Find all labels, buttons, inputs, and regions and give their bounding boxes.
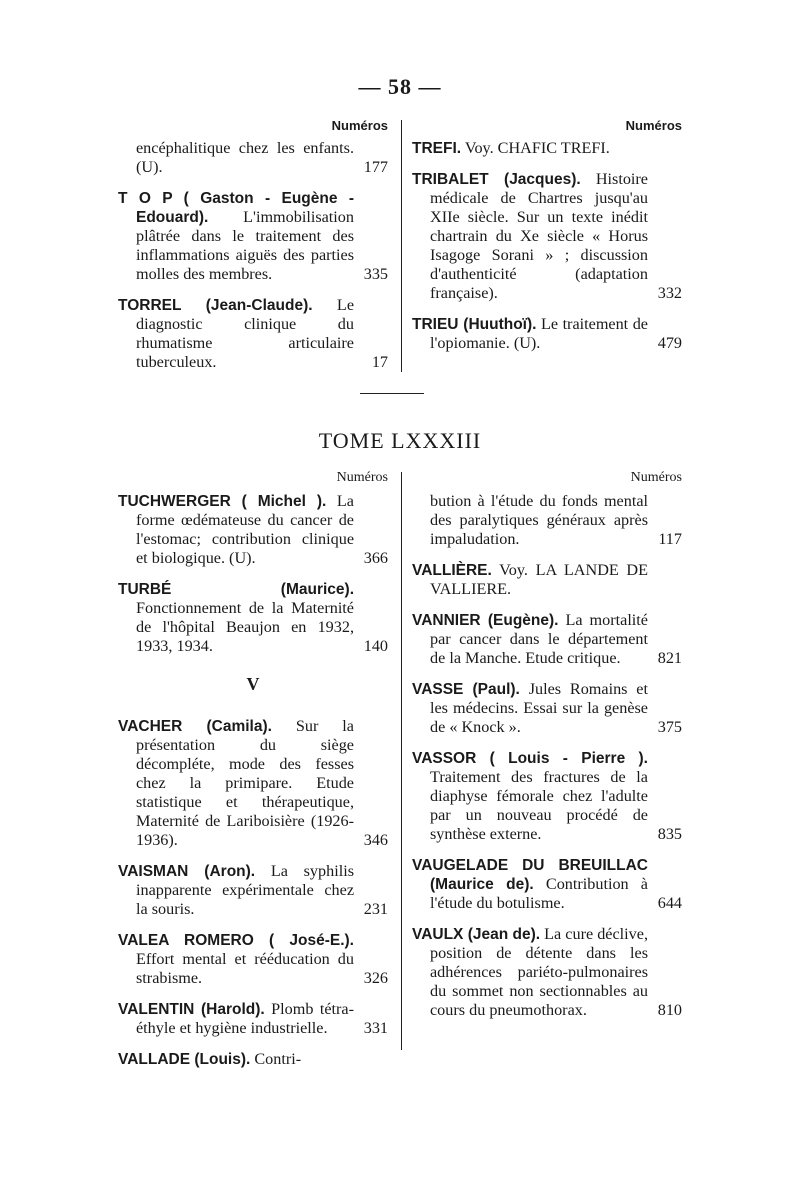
numeros-label: Numéros (331, 118, 388, 133)
top-column-divider (401, 120, 402, 372)
index-entry (412, 749, 682, 844)
entry-author: VALENTIN (Harold). (118, 1001, 265, 1018)
numeros-label: Numéros (625, 118, 682, 133)
index-entry (118, 862, 388, 919)
entry-number: 231 (363, 900, 388, 918)
entry-title: Voy. CHAFIC TREFI. (461, 139, 610, 157)
index-entry (118, 189, 388, 284)
entry-number: 644 (657, 894, 682, 912)
entry-author: TORREL (Jean-Claude). (118, 297, 313, 314)
entry-author: VACHER (Camila). (118, 718, 272, 735)
entry-author: VASSOR ( Louis - Pierre ). (412, 750, 648, 767)
entry-number: 375 (657, 718, 682, 736)
index-entry (118, 296, 388, 372)
entry-number: 331 (363, 1019, 388, 1037)
entry-author: TRIBALET (Jacques). (412, 171, 581, 188)
entry-title: Contribution à l'étude du botulisme. (430, 875, 648, 912)
section-letter: V (246, 674, 260, 694)
numeros-label: Numéros (336, 470, 388, 485)
entry-number: 326 (363, 969, 388, 987)
bottom-column-divider (401, 472, 402, 1050)
entry-title: Jules Romains et les médecins. Essai sur la genèse de « Knock ». (430, 680, 648, 736)
entry-title: Effort mental et rééducation du strabisme. (136, 950, 354, 987)
entry-title: Contri- (250, 1050, 302, 1068)
entry-author: VANNIER (Eugène). (412, 612, 559, 629)
entry-title: encéphalitique chez les enfants. (U). (136, 139, 354, 176)
entry-number: 177 (363, 158, 388, 176)
entry-number: 835 (657, 825, 682, 843)
index-entry (118, 580, 388, 656)
entry-author: VALEA ROMERO ( José-E.). (118, 932, 354, 949)
index-entry (412, 680, 682, 737)
index-entry (118, 139, 388, 177)
entry-title: Plomb tétra-éthyle et hygiène industrielle. (136, 1000, 354, 1037)
entry-title: La cure déclive, position de détente dans les adhérences pariéto-pulmonaires du sommet non sectionnables au cours du pneumothorax. (430, 925, 649, 1019)
index-entry (118, 1050, 388, 1069)
entry-title: Histoire médicale de Chartres jusqu'au XIIe siècle. Sur un texte inédit chartrain du Xe siècle « Horus Isagoge Sorani » ; discussion d'authenticité (adaptation française). (430, 170, 648, 302)
entry-author: TRIEU (Huuthoï). (412, 316, 537, 333)
index-entry (412, 611, 682, 668)
entry-title: Voy. LA LANDE DE VALLIERE. (430, 561, 648, 598)
entry-number: 479 (657, 334, 682, 352)
entry-title: Traitement des fractures de la diaphyse fémorale chez l'adulte par un nouveau procédé de synthèse externe. (430, 768, 648, 843)
top-left-column (118, 118, 388, 384)
page-number: — 58 — (358, 74, 442, 99)
index-entry (118, 717, 388, 850)
numeros-label: Numéros (630, 470, 682, 485)
index-entry (118, 1000, 388, 1038)
entry-title: La forme œdémateuse du cancer de l'estomac; contribution clinique et biologique. (U). (136, 492, 354, 567)
entry-number: 346 (363, 831, 388, 849)
entry-title: Sur la présentation du siège décompléte, mode des fesses chez la primipare. Etude statistique et thérapeutique, Maternité de Lariboisière (1926-1936). (136, 717, 354, 849)
tome-title: TOME LXXXIII (318, 428, 482, 453)
entry-title: Le traitement de l'opiomanie. (U). (430, 315, 648, 352)
entry-author: VAUGELADE DU BREUILLAC (Maurice de). (412, 857, 648, 893)
entry-number: 366 (363, 549, 388, 567)
entry-author: TURBÉ (Maurice). (118, 581, 354, 598)
index-entry (412, 315, 682, 353)
top-right-column (412, 118, 682, 365)
entry-author: TUCHWERGER ( Michel ). (118, 493, 327, 510)
entry-number: 821 (657, 649, 682, 667)
index-entry (412, 561, 682, 599)
index-entry (118, 492, 388, 568)
entry-author: VAULX (Jean de). (412, 926, 541, 943)
entry-number: 810 (657, 1001, 682, 1019)
bottom-right-column (412, 470, 682, 1032)
index-entry (412, 170, 682, 303)
entry-title: La mortalité par cancer dans le département de la Manche. Etude critique. (430, 611, 648, 667)
index-entry (412, 925, 682, 1020)
entry-title: Le diagnostic clinique du rhumatisme articulaire tuberculeux. (136, 296, 355, 371)
section-rule (360, 393, 424, 394)
entry-author: TREFI. (412, 140, 462, 157)
index-entry (412, 139, 682, 158)
entry-number: 17 (371, 353, 388, 371)
entry-number: 332 (657, 284, 682, 302)
index-entry (412, 492, 682, 549)
entry-author: VAISMAN (Aron). (118, 863, 256, 880)
index-entry (412, 856, 682, 913)
entry-author: VALLIÈRE. (412, 562, 492, 579)
entry-number: 140 (363, 637, 388, 655)
bottom-left-column (118, 470, 388, 1081)
entry-title: Fonctionnement de la Maternité de l'hôpital Beaujon en 1932, 1933, 1934. (136, 599, 354, 655)
index-entry (118, 931, 388, 988)
entry-author: VASSE (Paul). (412, 681, 520, 698)
entry-number: 117 (658, 530, 682, 548)
entry-title: bution à l'étude du fonds mental des paralytiques généraux après impaludation. (430, 492, 648, 548)
entry-author: VALLADE (Louis). (118, 1051, 251, 1068)
entry-title: L'immobilisation plâtrée dans le traitement des inflammations aiguës des parties molles des membres. (136, 208, 354, 283)
entry-author: T O P ( Gaston - Eugène - Edouard). (118, 190, 354, 226)
entry-number: 335 (363, 265, 388, 283)
entry-title: La syphilis inapparente expérimentale chez la souris. (136, 862, 354, 918)
